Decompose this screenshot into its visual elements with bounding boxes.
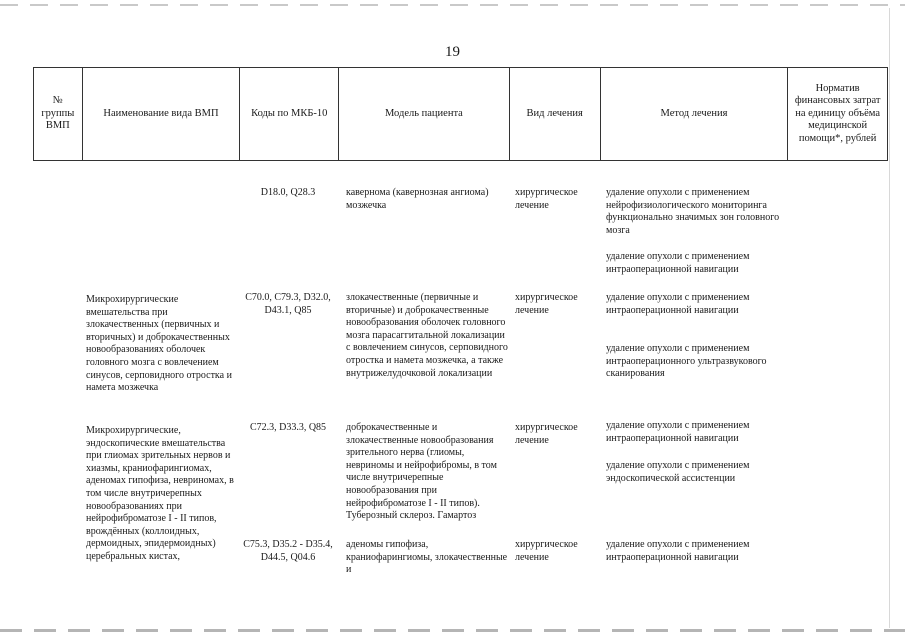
header-treatment-method: Метод лечения — [600, 68, 788, 161]
table-header — [33, 67, 888, 161]
row-0-codes: D18.0, Q28.3 — [260, 187, 316, 198]
header-group-number: № группы ВМП — [34, 68, 83, 161]
header-icd-codes: Коды по МКБ-10 — [240, 68, 339, 161]
header-patient-model: Модель пациента — [339, 68, 509, 161]
row-3-method-1: удаление опухоли с применением интраоперационной навигации — [606, 539, 750, 563]
header-vmp-name: Наименование вида ВМП — [82, 68, 240, 161]
row-2-name: Микрохирургические, эндоскопические вмешательства при глиомах зрительных нервов и хиазмы, краниофарингиомах, аденомах гипофиза, невриномах, в том числе внутричерепных новообразованиях при нейрофиброматозе I - II типов, врождённых (коллоидных, дермоидных, эпидермоидных) церебральных кистах, — [86, 425, 234, 562]
page-number: 19 — [445, 44, 460, 60]
row-3-model: аденомы гипофиза, краниофарингиомы, злокачественные и — [346, 539, 508, 576]
page-edge — [889, 8, 890, 628]
row-2-codes: C72.3, D33.3, Q85 — [249, 422, 327, 433]
header-cost-standard: Норматив финансовых затрат на единицу объёма медицинской помощи*, рублей — [788, 68, 888, 161]
row-2-model: доброкачественные и злокачественные новообразования зрительного нерва (глиомы, невриномы и нейрофибромы, в том числе внутричерепные новообразования при нейрофиброматозе I - II типов). Туберозный склероз. Гамартоз — [346, 422, 497, 522]
row-1-method-1: удаление опухоли с применением интраоперационной навигации — [606, 292, 750, 316]
row-1-treatment: хирургическое лечение — [515, 292, 578, 316]
row-3-treatment: хирургическое лечение — [515, 539, 578, 563]
row-0-method-1: удаление опухоли с применением нейрофизиологического мониторинга функционально значимых зон головного мозга — [606, 187, 780, 236]
row-0-method-2: удаление опухоли с применением интраоперационной навигации — [606, 251, 750, 275]
row-1-codes: C70.0, C79.3, D32.0, D43.1, Q85 — [245, 292, 331, 316]
row-2-treatment: хирургическое лечение — [515, 422, 578, 446]
row-2-method-1: удаление опухоли с применением интраоперационной навигации — [606, 420, 750, 444]
row-1-name: Микрохирургические вмешательства при злокачественных (первичных и вторичных) и доброкачественных новообразованиях оболочек головного мозга с вовлечением синусов, серповидного отростка и намета мозжечка — [86, 294, 232, 394]
row-1-model: злокачественные (первичные и вторичные) и доброкачественные новообразования оболочек головного мозга парасаггитальной локализации с вовлечением синусов, серповидного отростка и намета мозжечка, а также внутрижелудочковой локализации — [346, 292, 508, 379]
row-0-model: каверномa (кавернозная ангиома) мозжечка — [346, 187, 489, 211]
row-3-codes: C75.3, D35.2 - D35.4, D44.5, Q04.6 — [243, 539, 333, 563]
scan-artifact-top — [0, 4, 905, 6]
row-1-method-2: удаление опухоли с применением интраоперационного ультразвукового сканирования — [606, 343, 767, 380]
row-0-treatment: хирургическое лечение — [515, 187, 578, 211]
row-2-method-2: удаление опухоли с применением эндоскопической ассистенции — [606, 460, 750, 484]
header-treatment-type: Вид лечения — [509, 68, 600, 161]
scan-artifact-bottom — [0, 629, 905, 632]
